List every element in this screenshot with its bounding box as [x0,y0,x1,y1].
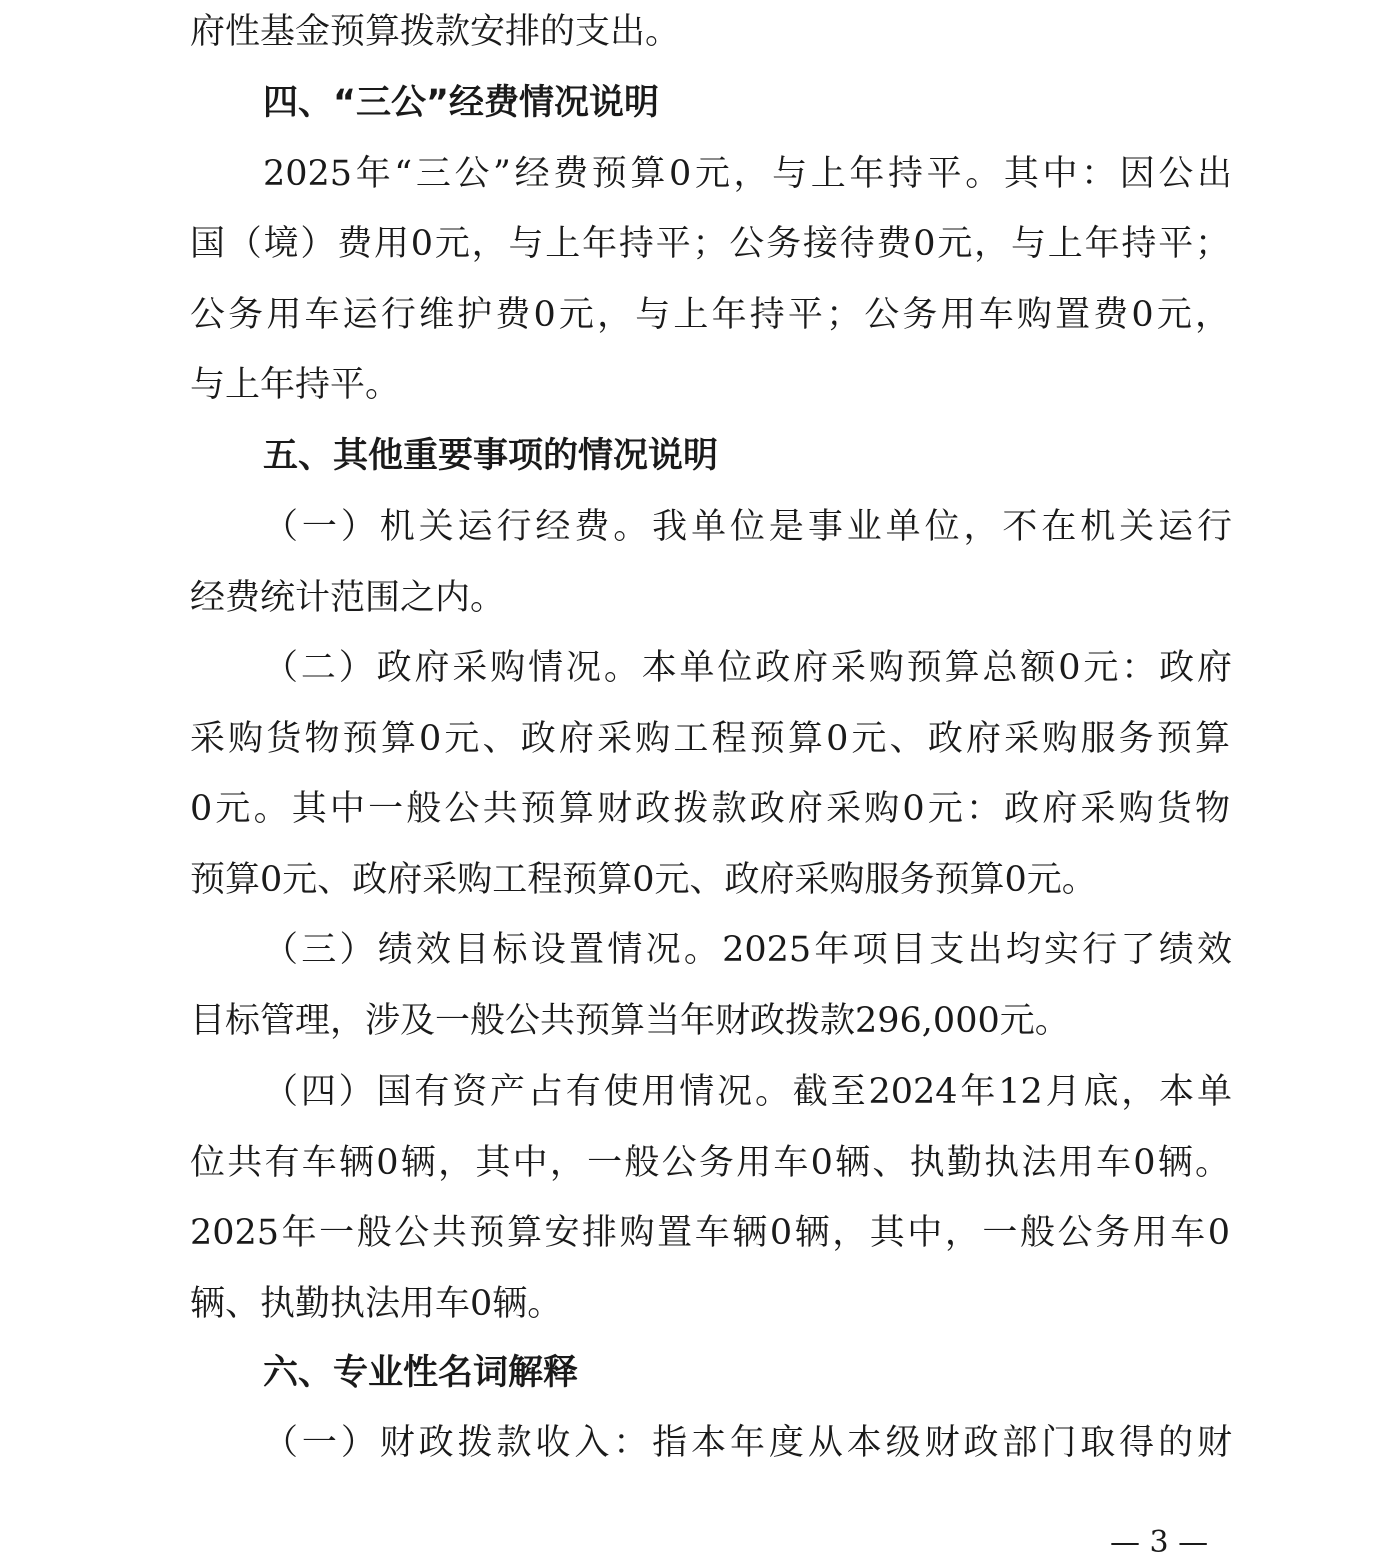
body-text-line: 2025年“三公”经费预算0元，与上年持平。其中：因公出 [263,154,1232,194]
body-text-line: （一）财政拨款收入：指本年度从本级财政部门取得的财 [263,1423,1232,1463]
page-number: — 3 — [1110,1525,1209,1560]
body-text-line: 府性基金预算拨款安排的支出。 [190,12,681,52]
body-text-line: （一）机关运行经费。我单位是事业单位，不在机关运行 [263,507,1232,547]
body-text-line: 公务用车运行维护费0元，与上年持平；公务用车购置费0元， [190,295,1230,335]
body-text-line: 目标管理，涉及一般公共预算当年财政拨款296,000元。 [190,1001,1070,1041]
section-heading-four: 四、“三公”经费情况说明 [263,83,660,123]
body-text-line: 经费统计范围之内。 [190,578,506,618]
body-text-line: 与上年持平。 [190,365,401,405]
body-text-line: 采购货物预算0元、政府采购工程预算0元、政府采购服务预算 [190,719,1230,759]
body-text-line: （三）绩效目标设置情况。2025年项目支出均实行了绩效 [263,930,1232,970]
body-text-line: 国（境）费用0元，与上年持平；公务接待费0元，与上年持平； [190,224,1230,264]
section-heading-five: 五、其他重要事项的情况说明 [263,436,719,476]
body-text-line: 2025年一般公共预算安排购置车辆0辆，其中，一般公务用车0 [190,1213,1230,1253]
body-text-line: 预算0元、政府采购工程预算0元、政府采购服务预算0元。 [190,860,1097,900]
body-text-line: （二）政府采购情况。本单位政府采购预算总额0元：政府 [263,648,1232,688]
body-text-line: 位共有车辆0辆，其中，一般公务用车0辆、执勤执法用车0辆。 [190,1143,1230,1183]
body-text-line: 0元。其中一般公共预算财政拨款政府采购0元：政府采购货物 [190,789,1230,829]
body-text-line: 辆、执勤执法用车0辆。 [190,1284,563,1324]
body-text-line: （四）国有资产占有使用情况。截至2024年12月底，本单 [263,1072,1232,1112]
section-heading-six: 六、专业性名词解释 [263,1353,579,1393]
